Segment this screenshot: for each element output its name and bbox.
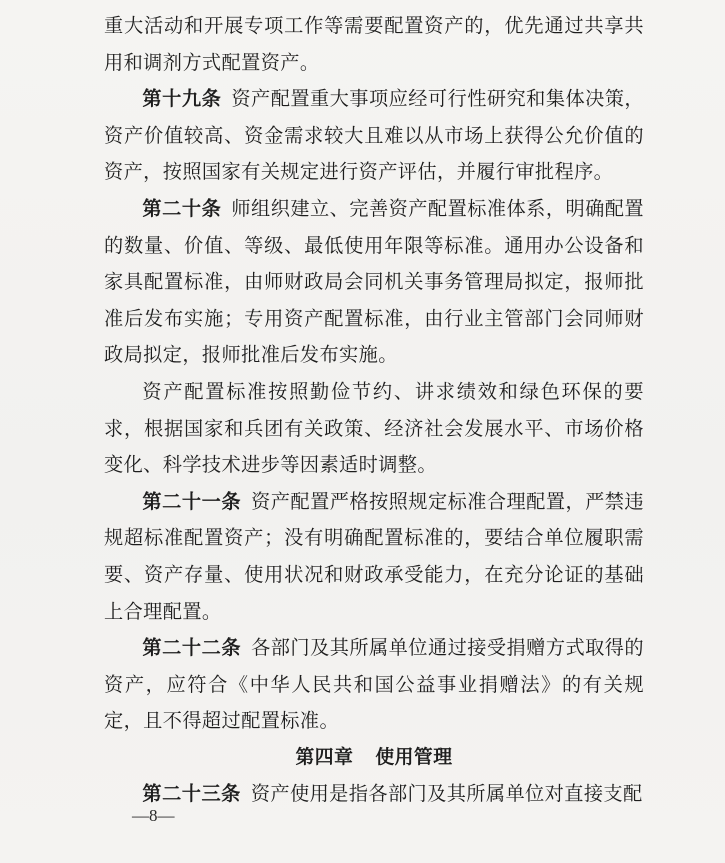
article-number: 第二十二条: [142, 636, 242, 660]
chapter-number: 第四章: [295, 746, 354, 768]
article-text: 各部门及其所属单位通过接受捐赠方式取得的资产，应符合《中华人民共和国公益事业捐赠法》的有关规定，且不得超过配置标准。: [104, 636, 644, 733]
article-number: 第二十三条: [142, 782, 241, 806]
paragraph-text: 资产配置标准按照勤俭节约、讲求绩效和绿色环保的要求，根据国家和兵团有关政策、经济社会发展水平、市场价格变化、科学技术进步等因素适时调整。: [104, 379, 644, 477]
article-19: [104, 81, 644, 191]
article-20: [104, 191, 644, 374]
article-23: [104, 776, 644, 813]
article-text: 资产使用是指各部门及其所属单位对直接支配: [250, 782, 643, 806]
paragraph-text: 重大活动和开展专项工作等需要配置资产的，优先通过共享共用和调剂方式配置资产。: [104, 14, 644, 74]
article-20-paragraph-2: [104, 374, 644, 484]
article-text: 师组织建立、完善资产配置标准体系，明确配置的数量、价值、等级、最低使用年限等标准。通用办公设备和家具配置标准，由师财政局会同机关事务管理局拟定，报师批准后发布实施；专用资产配置标准，由行业主管部门会同师财政局拟定，报师批准后发布实施。: [104, 196, 645, 367]
article-number: 第十九条: [142, 87, 222, 111]
article-text: 资产配置重大事项应经可行性研究和集体决策，资产价值较高、资金需求较大且难以从市场上获得公允价值的资产，按照国家有关规定进行资产评估，并履行审批程序。: [104, 87, 645, 184]
article-21: [104, 484, 644, 630]
article-text: 资产配置严格按照规定标准合理配置，严禁违规超标准配置资产；没有明确配置标准的，要结合单位履职需要、资产存量、使用状况和财政承受能力，在充分论证的基础上合理配置。: [104, 489, 644, 623]
article-number: 第二十一条: [142, 489, 242, 513]
chapter-title: 使用管理: [375, 746, 453, 768]
paragraph-intro: [104, 8, 644, 81]
article-number: 第二十条: [142, 196, 222, 220]
page-number: —8—: [132, 806, 175, 825]
chapter-heading: [104, 740, 644, 777]
document-body: [104, 8, 644, 813]
article-22: [104, 630, 644, 740]
